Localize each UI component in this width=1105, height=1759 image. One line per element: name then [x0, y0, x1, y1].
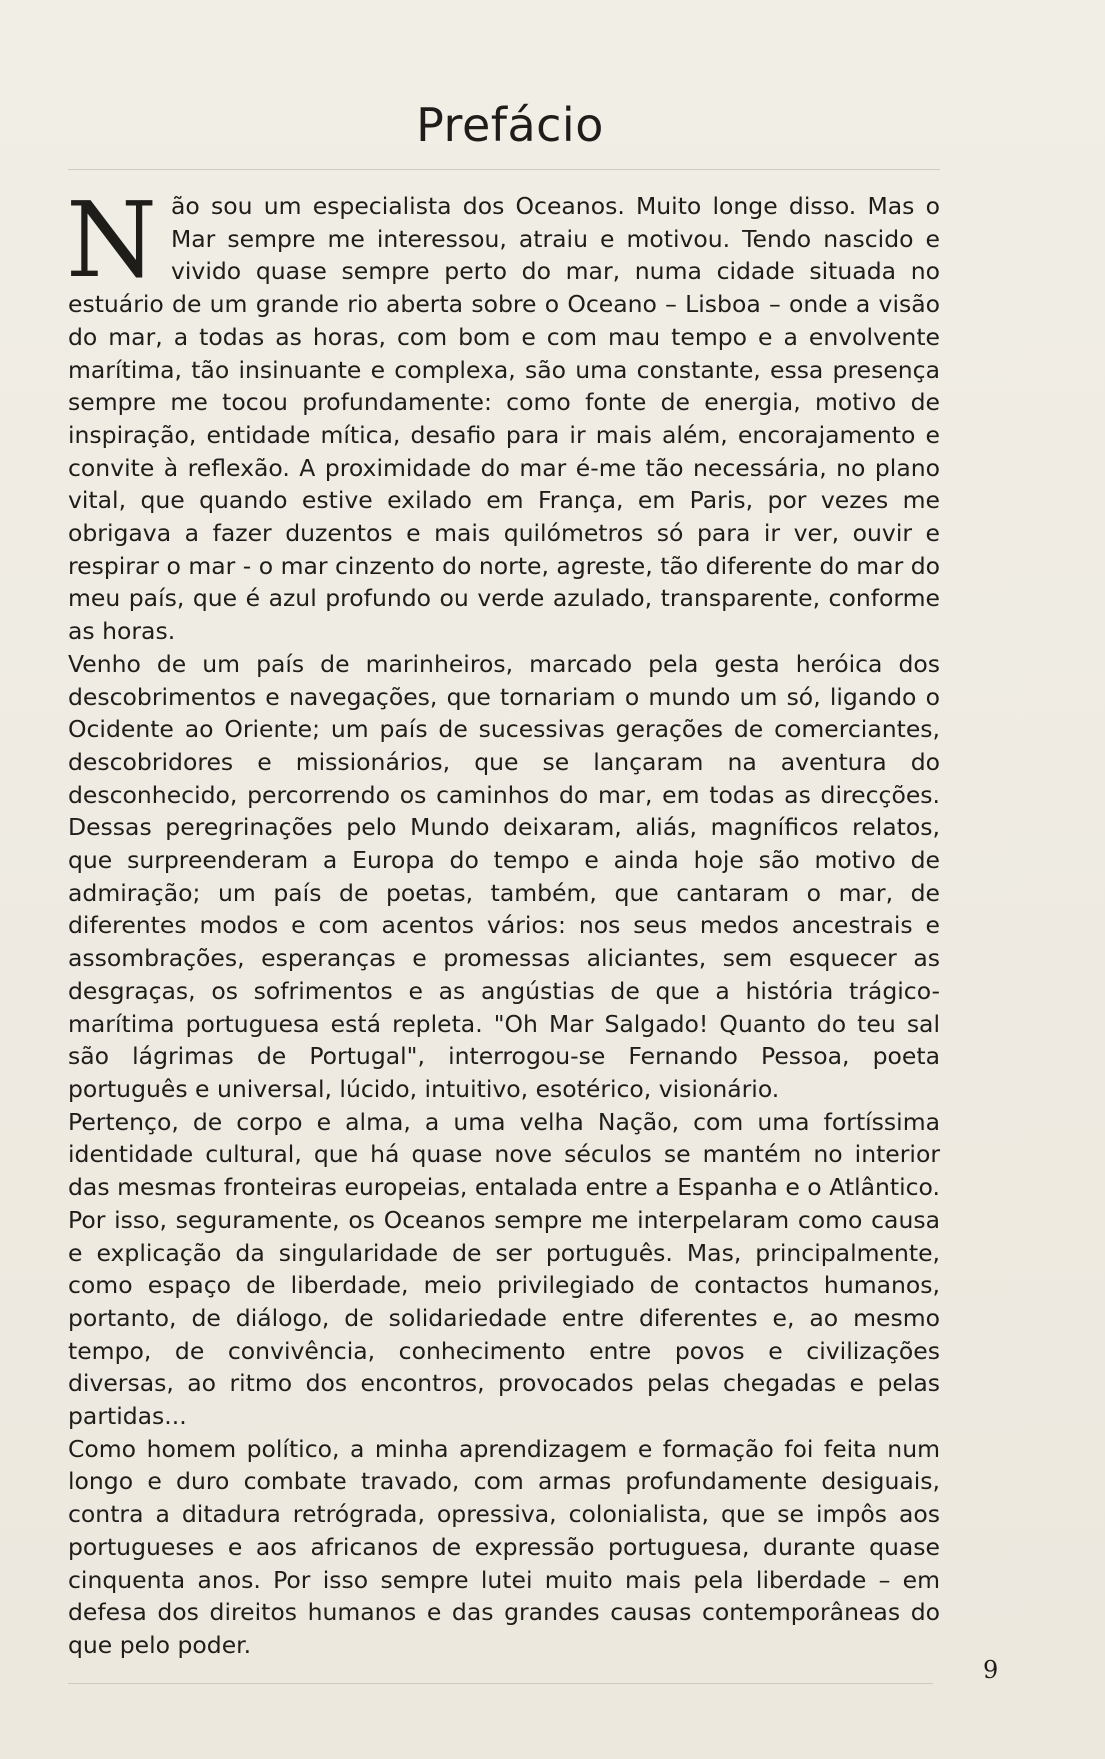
paragraph-2: Venho de um país de marinheiros, marcado pela gesta heróica dos descobrimentos e navegações, que tornariam o mundo um só, ligando o Ocidente ao Oriente; um país de sucessivas gerações de comerciantes, descobridores e missionários, que se lançaram na aventura do desconhecido, percorrendo os caminhos do mar, em todas as direcções. Dessas peregrinações pelo Mundo deixaram, aliás, magníficos relatos, que surpreenderam a Europa do tempo e ainda hoje são motivo de admiração; um país de poetas, também, que cantaram o mar, de diferentes modos e com acentos vários: nos seus medos ancestrais e assombrações, esperanças e promessas aliciantes, sem esquecer as desgraças, os sofrimentos e as angústias de que a história trágico-marítima portuguesa está repleta. "Oh Mar Salgado! Quanto do teu sal são lágrimas de Portugal", interrogou-se Fernando Pessoa, poeta português e universal, lúcido, intuitivo, esotérico, visionário.	[68, 649, 940, 1103]
paragraph-1	[66, 179, 940, 648]
drop-cap: N	[66, 179, 157, 301]
paragraph-3: Pertenço, de corpo e alma, a uma velha Nação, com uma fortíssima identidade cultural, que há quase nove séculos se mantém no interior das mesmas fronteiras europeias, entalada entre a Espanha e o Atlântico. Por isso, seguramente, os Oceanos sempre me interpelaram como causa e explicação da singularidade de ser português. Mas, principalmente, como espaço de liberdade, meio privilegiado de contactos humanos, portanto, de diálogo, de solidariedade entre diferentes e, ao mesmo tempo, de convivência, conhecimento entre povos e civilizações diversas, ao ritmo dos encontros, provocados pelas chegadas e pelas partidas...	[68, 1107, 940, 1431]
page-number: 9	[983, 1656, 999, 1684]
title-divider	[68, 169, 940, 170]
footer-divider	[68, 1683, 933, 1684]
paragraph-1-text: ão sou um especialista dos Oceanos. Muito longe disso. Mas o Mar sempre me interessou, atraiu e motivou. Tendo nascido e vivido quase sempre perto do mar, numa cidade situada no estuário de um grande rio aberta sobre o Oceano – Lisboa – onde a visão do mar, a todas as horas, com bom e com mau tempo e a envolvente marítima, tão insinuante e complexa, são uma constante, essa presença sempre me tocou profundamente: como fonte de energia, motivo de inspiração, entidade mítica, desafio para ir mais além, encorajamento e convite à reflexão. A proximidade do mar é-me tão necessária, no plano vital, que quando estive exilado em França, em Paris, por vezes me obrigava a fazer duzentos e mais quilómetros só para ir ver, ouvir e respirar o mar - o mar cinzento do norte, agreste, tão diferente do mar do meu país, que é azul profundo ou verde azulado, transparente, conforme as horas.	[68, 192, 940, 646]
page-title: Prefácio	[416, 98, 604, 152]
body-text	[66, 179, 940, 1662]
paragraph-4: Como homem político, a minha aprendizagem e formação foi feita num longo e duro combate travado, com armas profundamente desiguais, contra a ditadura retrógrada, opressiva, colonialista, que se impôs aos portugueses e aos africanos de expressão portuguesa, durante quase cinquenta anos. Por isso sempre lutei muito mais pela liberdade – em defesa dos direitos humanos e das grandes causas contemporâneas do que pelo poder.	[68, 1434, 940, 1659]
